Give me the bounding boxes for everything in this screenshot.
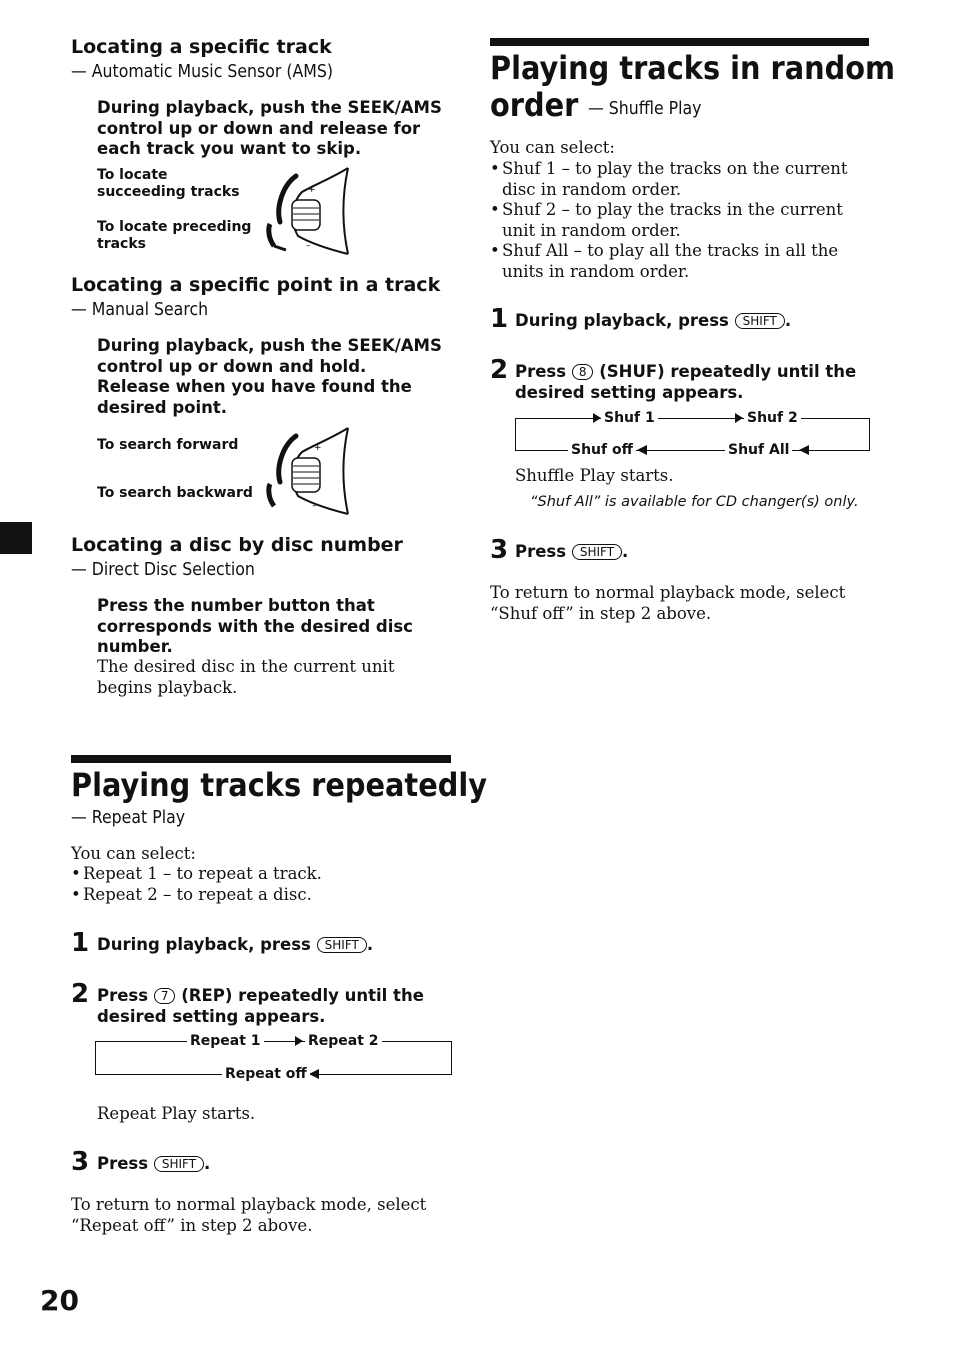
list-item: • Repeat 1 – to repeat a track. <box>71 864 441 885</box>
repeat-step2-number: 2 <box>71 979 90 1009</box>
shift-key-icon: SHIFT <box>317 937 367 953</box>
step-text: Press <box>515 362 567 381</box>
shuffle-subtitle: — Shuffle Play <box>588 99 702 119</box>
shuffle-heading-rule <box>490 38 869 46</box>
shuffle-step1: During playback, press SHIFT . <box>515 311 792 330</box>
step-text: Press <box>515 542 567 561</box>
repeat-heading: Playing tracks repeatedly <box>71 766 487 804</box>
flow-shuf-2: Shuf 2 <box>744 410 801 426</box>
ams-label-down: To locate preceding tracks <box>97 219 252 252</box>
svg-text:+: + <box>314 443 322 453</box>
flow-repeat-2: Repeat 2 <box>305 1033 382 1049</box>
shuffle-step3-number: 3 <box>490 535 509 565</box>
disc-title: Locating a disc by disc number <box>71 534 403 556</box>
repeat-cycle-diagram <box>95 1030 451 1082</box>
manual-title: Locating a specific point in a track <box>71 274 441 296</box>
repeat-step2 <box>97 986 437 1027</box>
repeat-step3-number: 3 <box>71 1147 90 1177</box>
svg-text:–: – <box>306 241 311 251</box>
seek-ams-control-icon <box>262 166 354 256</box>
svg-text:+: + <box>308 185 316 195</box>
flow-shuf-1: Shuf 1 <box>601 410 658 426</box>
list-item: • Shuf 2 – to play the tracks in the current unit in random order. <box>490 200 872 241</box>
shift-key-icon: SHIFT <box>735 313 785 329</box>
ams-subtitle: — Automatic Music Sensor (AMS) <box>71 62 333 82</box>
step-text: During playback, press <box>97 935 311 954</box>
list-item: • Repeat 2 – to repeat a disc. <box>71 885 441 906</box>
shuffle-cycle-diagram <box>515 408 870 460</box>
shuffle-heading-line2: order <box>490 86 579 124</box>
repeat-step1: During playback, press SHIFT . <box>97 935 374 954</box>
section-tab-marker <box>0 522 32 554</box>
ams-label-up: To locate succeeding tracks <box>97 167 240 200</box>
step-text: Press <box>97 986 149 1005</box>
flow-repeat-1: Repeat 1 <box>187 1033 264 1049</box>
list-item: • Shuf 1 – to play the tracks on the current disc in random order. <box>490 159 872 200</box>
step-text: Press <box>97 1154 149 1173</box>
disc-body: The desired disc in the current unit begins playback. <box>97 657 395 697</box>
shuffle-options-list <box>490 159 872 282</box>
flow-repeat-off: Repeat off <box>222 1066 310 1082</box>
number-8-key-icon: 8 <box>572 364 594 380</box>
step-text: (SHUF) repeatedly until the desired setting appears. <box>515 362 857 402</box>
manual-instruction-2: Release when you have found the desired point. <box>97 377 412 417</box>
repeat-heading-rule <box>71 755 451 763</box>
manual-label-up: To search forward <box>97 437 239 453</box>
list-item: • Shuf All – to play all the tracks in all the units in random order. <box>490 241 872 282</box>
shift-key-icon: SHIFT <box>572 544 622 560</box>
ams-instruction: During playback, push the SEEK/AMS control up or down and release for each track you want to skip. <box>97 98 442 158</box>
step-text: During playback, press <box>515 311 729 330</box>
shuffle-step1-number: 1 <box>490 304 509 334</box>
manual-subtitle: — Manual Search <box>71 300 209 320</box>
ams-title: Locating a specific track <box>71 36 332 58</box>
shuffle-intro: You can select: <box>490 138 615 157</box>
repeat-step3: Press SHIFT . <box>97 1154 211 1173</box>
disc-instruction: Press the number button that corresponds with the desired disc number. <box>97 596 413 656</box>
page-number: 20 <box>40 1284 79 1317</box>
manual-label-down: To search backward <box>97 485 253 501</box>
flow-shuf-all: Shuf All <box>725 442 792 458</box>
shuffle-heading-line1: Playing tracks in random <box>490 49 896 87</box>
repeat-after: Repeat Play starts. <box>97 1104 256 1123</box>
svg-text:–: – <box>312 501 317 511</box>
flow-shuf-off: Shuf off <box>568 442 636 458</box>
shuffle-heading-line2-wrap <box>490 87 588 124</box>
repeat-step1-number: 1 <box>71 928 90 958</box>
repeat-options-list <box>71 864 441 905</box>
manual-instruction: During playback, push the SEEK/AMS control up or down and hold. <box>97 336 442 376</box>
shuffle-footer: To return to normal playback mode, select “Shuf off” in step 2 above. <box>490 583 846 623</box>
step-text: (REP) repeatedly until the desired setting appears. <box>97 986 424 1026</box>
disc-subtitle: — Direct Disc Selection <box>71 560 255 580</box>
repeat-subtitle: — Repeat Play <box>71 808 186 828</box>
shift-key-icon: SHIFT <box>154 1156 204 1172</box>
shuffle-step2 <box>515 362 860 403</box>
shuffle-note: “Shuf All” is available for CD changer(s) only. <box>530 494 859 510</box>
shuffle-step2-number: 2 <box>490 355 509 385</box>
shuffle-step3: Press SHIFT . <box>515 542 629 561</box>
seek-ams-control-hold-icon <box>262 426 354 516</box>
repeat-intro: You can select: <box>71 844 196 863</box>
shuffle-after: Shuffle Play starts. <box>515 466 674 485</box>
repeat-footer: To return to normal playback mode, select “Repeat off” in step 2 above. <box>71 1195 427 1235</box>
number-7-key-icon: 7 <box>154 988 176 1004</box>
